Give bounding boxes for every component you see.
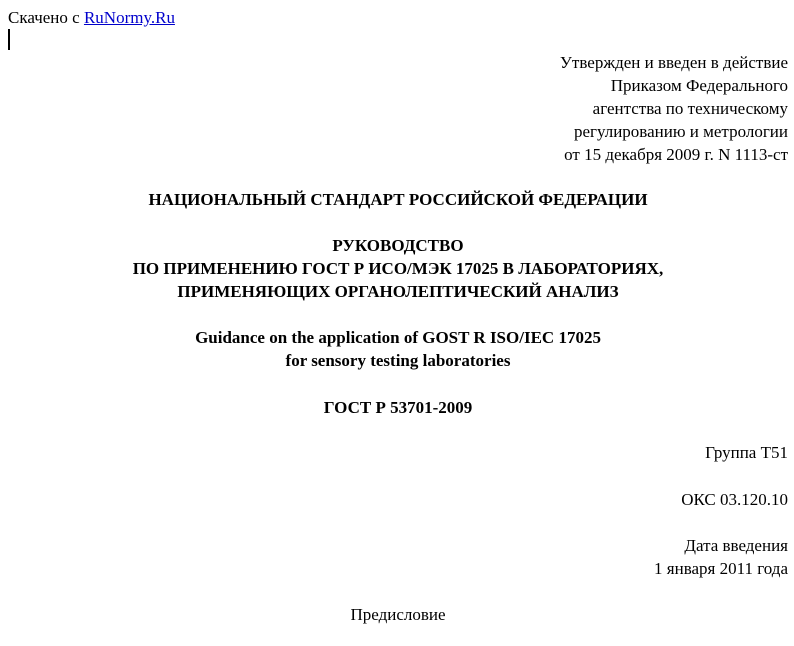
standard-number: ГОСТ Р 53701-2009 (323, 398, 473, 417)
source-prefix: Скачено с (8, 8, 80, 27)
english-title (0, 326, 794, 372)
approval-block (560, 51, 788, 166)
text-cursor (8, 29, 10, 50)
introduction-date-block (654, 534, 788, 580)
approval-line: Утвержден и введен в действие (559, 53, 788, 72)
introduction-label: Дата введения (684, 536, 788, 555)
approval-line: регулированию и метрологии (573, 122, 788, 141)
approval-line: от 15 декабря 2009 г. N 1113-ст (564, 145, 788, 164)
preface-heading: Предисловие (350, 605, 446, 624)
title-line: ПО ПРИМЕНЕНИЮ ГОСТ Р ИСО/МЭК 17025 В ЛАБОРАТОРИЯХ, (132, 259, 664, 278)
english-title-line: Guidance on the application of GOST R ISO/IEC 17025 (195, 328, 601, 347)
title-line: ПРИМЕНЯЮЩИХ ОРГАНОЛЕПТИЧЕСКИЙ АНАЛИЗ (177, 282, 619, 301)
source-link[interactable]: RuNormy.Ru (83, 8, 175, 27)
oks-code: ОКС 03.120.10 (681, 490, 788, 509)
introduction-date: 1 января 2011 года (654, 559, 788, 578)
title-line: РУКОВОДСТВО (332, 236, 464, 255)
english-title-line: for sensory testing laboratories (285, 351, 511, 370)
approval-line: Приказом Федерального (610, 76, 788, 95)
approval-line: агентства по техническому (592, 99, 788, 118)
national-standard-heading: НАЦИОНАЛЬНЫЙ СТАНДАРТ РОССИЙСКОЙ ФЕДЕРАЦИИ (148, 190, 648, 209)
source-line (8, 6, 175, 29)
standard-title (0, 234, 794, 303)
group-code: Группа Т51 (705, 443, 788, 462)
